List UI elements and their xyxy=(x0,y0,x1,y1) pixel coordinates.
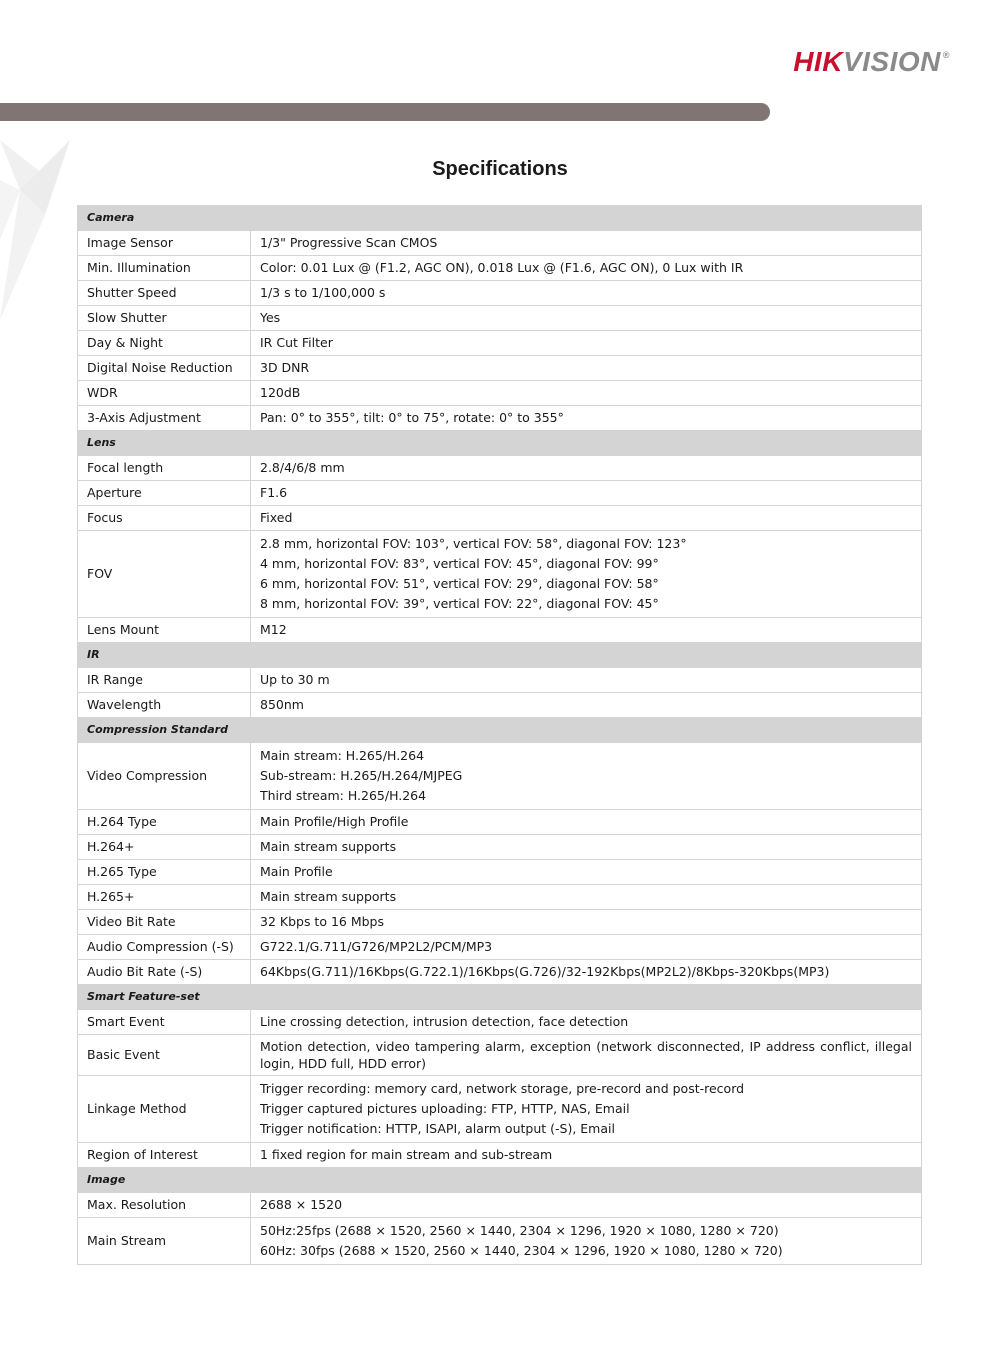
spec-value xyxy=(251,1193,922,1218)
spec-label: Lens Mount xyxy=(78,618,251,643)
spec-row xyxy=(78,256,922,281)
spec-row xyxy=(78,743,922,810)
spec-label: Audio Compression (-S) xyxy=(78,935,251,960)
spec-label: Shutter Speed xyxy=(78,281,251,306)
section-spacer xyxy=(251,1168,922,1193)
spec-value-line: 64Kbps(G.711)/16Kbps(G.722.1)/16Kbps(G.726)/32-192Kbps(MP2L2)/8Kbps-320Kbps(MP3) xyxy=(260,964,830,979)
spec-value-line: Motion detection, video tampering alarm, exception (network disconnected, IP address conflict, illegal login, HDD full, HDD error) xyxy=(260,1039,912,1071)
spec-value-line: Main Profile/High Profile xyxy=(260,814,409,829)
section-spacer xyxy=(251,985,922,1010)
spec-value-line: F1.6 xyxy=(260,485,288,500)
section-title: Image xyxy=(78,1168,251,1193)
spec-value-line: Third stream: H.265/H.264 xyxy=(260,788,427,803)
spec-label: Main Stream xyxy=(78,1218,251,1265)
spec-row xyxy=(78,810,922,835)
section-spacer xyxy=(251,431,922,456)
spec-value-line: IR Cut Filter xyxy=(260,335,333,350)
specifications-body xyxy=(78,206,922,1265)
spec-row xyxy=(78,356,922,381)
spec-label: Wavelength xyxy=(78,693,251,718)
spec-value xyxy=(251,306,922,331)
spec-value-line: Up to 30 m xyxy=(260,672,330,687)
hikvision-logo xyxy=(793,46,950,78)
spec-value-line: Trigger captured pictures uploading: FTP, HTTP, NAS, Email xyxy=(260,1101,630,1116)
section-title: Compression Standard xyxy=(78,718,251,743)
spec-row xyxy=(78,693,922,718)
spec-label: Min. Illumination xyxy=(78,256,251,281)
spec-value xyxy=(251,668,922,693)
spec-row xyxy=(78,1035,922,1076)
spec-label: Smart Event xyxy=(78,1010,251,1035)
spec-value xyxy=(251,1010,922,1035)
spec-label: 3-Axis Adjustment xyxy=(78,406,251,431)
spec-value xyxy=(251,256,922,281)
section-spacer xyxy=(251,718,922,743)
spec-label: WDR xyxy=(78,381,251,406)
spec-value xyxy=(251,1035,922,1076)
spec-value-line: G722.1/G.711/G726/MP2L2/PCM/MP3 xyxy=(260,939,493,954)
spec-value-line: 850nm xyxy=(260,697,304,712)
spec-value xyxy=(251,810,922,835)
spec-label: IR Range xyxy=(78,668,251,693)
spec-value xyxy=(251,835,922,860)
spec-value-line: Main Profile xyxy=(260,864,333,879)
spec-row xyxy=(78,506,922,531)
spec-label: Day & Night xyxy=(78,331,251,356)
spec-value xyxy=(251,1218,922,1265)
spec-value xyxy=(251,381,922,406)
spec-label: Digital Noise Reduction xyxy=(78,356,251,381)
logo-registered-mark: ® xyxy=(942,50,950,60)
spec-value-line: 60Hz: 30fps (2688 × 1520, 2560 × 1440, 2304 × 1296, 1920 × 1080, 1280 × 720) xyxy=(260,1243,783,1258)
spec-row xyxy=(78,668,922,693)
spec-value xyxy=(251,693,922,718)
spec-label: Max. Resolution xyxy=(78,1193,251,1218)
section-header xyxy=(78,1168,922,1193)
spec-value-line: Fixed xyxy=(260,510,293,525)
spec-value xyxy=(251,406,922,431)
spec-value-line: Main stream supports xyxy=(260,839,397,854)
spec-value xyxy=(251,231,922,256)
spec-value xyxy=(251,885,922,910)
spec-row xyxy=(78,960,922,985)
spec-label: Basic Event xyxy=(78,1035,251,1076)
spec-row xyxy=(78,456,922,481)
spec-value-line: 32 Kbps to 16 Mbps xyxy=(260,914,384,929)
spec-value xyxy=(251,743,922,810)
spec-value xyxy=(251,356,922,381)
spec-label: H.264+ xyxy=(78,835,251,860)
spec-value xyxy=(251,456,922,481)
spec-label: Audio Bit Rate (-S) xyxy=(78,960,251,985)
decorative-star-shape xyxy=(0,120,80,330)
section-header xyxy=(78,431,922,456)
spec-row xyxy=(78,531,922,618)
spec-row xyxy=(78,331,922,356)
spec-label: Aperture xyxy=(78,481,251,506)
section-spacer xyxy=(251,643,922,668)
section-header xyxy=(78,206,922,231)
spec-value xyxy=(251,1076,922,1143)
spec-value xyxy=(251,935,922,960)
spec-label: Focus xyxy=(78,506,251,531)
spec-value-line: Line crossing detection, intrusion detection, face detection xyxy=(260,1014,629,1029)
spec-value-line: 2.8 mm, horizontal FOV: 103°, vertical FOV: 58°, diagonal FOV: 123° xyxy=(260,536,687,551)
section-title: Lens xyxy=(78,431,251,456)
spec-value xyxy=(251,910,922,935)
header-bar xyxy=(0,103,770,121)
spec-row xyxy=(78,1193,922,1218)
spec-value xyxy=(251,331,922,356)
spec-label: Video Bit Rate xyxy=(78,910,251,935)
spec-value-line: Main stream: H.265/H.264 xyxy=(260,748,425,763)
spec-label: H.265 Type xyxy=(78,860,251,885)
spec-row xyxy=(78,1076,922,1143)
section-header xyxy=(78,718,922,743)
spec-label: Linkage Method xyxy=(78,1076,251,1143)
spec-value-line: Trigger notification: HTTP, ISAPI, alarm output (-S), Email xyxy=(260,1121,615,1136)
spec-value-line: 120dB xyxy=(260,385,301,400)
spec-row xyxy=(78,1010,922,1035)
section-header xyxy=(78,643,922,668)
spec-row xyxy=(78,306,922,331)
spec-value xyxy=(251,506,922,531)
spec-label: H.265+ xyxy=(78,885,251,910)
spec-label: Slow Shutter xyxy=(78,306,251,331)
section-title: Camera xyxy=(78,206,251,231)
spec-value-line: 2.8/4/6/8 mm xyxy=(260,460,345,475)
spec-row xyxy=(78,1143,922,1168)
spec-value xyxy=(251,1143,922,1168)
spec-value-line: 3D DNR xyxy=(260,360,310,375)
spec-row xyxy=(78,281,922,306)
section-header xyxy=(78,985,922,1010)
spec-label: Focal length xyxy=(78,456,251,481)
spec-value xyxy=(251,481,922,506)
spec-label: Region of Interest xyxy=(78,1143,251,1168)
spec-value xyxy=(251,860,922,885)
spec-row xyxy=(78,910,922,935)
spec-value-line: 1 fixed region for main stream and sub-stream xyxy=(260,1147,553,1162)
spec-label: FOV xyxy=(78,531,251,618)
spec-row xyxy=(78,935,922,960)
logo-hik: HIK xyxy=(793,46,843,77)
spec-value-line: 4 mm, horizontal FOV: 83°, vertical FOV: 45°, diagonal FOV: 99° xyxy=(260,556,659,571)
spec-value-line: 6 mm, horizontal FOV: 51°, vertical FOV: 29°, diagonal FOV: 58° xyxy=(260,576,659,591)
spec-row xyxy=(78,481,922,506)
spec-label: Image Sensor xyxy=(78,231,251,256)
specifications-table xyxy=(77,205,922,1265)
spec-value-line: 1/3 s to 1/100,000 s xyxy=(260,285,386,300)
spec-value-line: Yes xyxy=(260,310,281,325)
section-spacer xyxy=(251,206,922,231)
spec-value-line: 1/3" Progressive Scan CMOS xyxy=(260,235,438,250)
spec-row xyxy=(78,381,922,406)
spec-value-line: 8 mm, horizontal FOV: 39°, vertical FOV: 22°, diagonal FOV: 45° xyxy=(260,596,659,611)
spec-value-line: 2688 × 1520 xyxy=(260,1197,343,1212)
spec-row xyxy=(78,860,922,885)
spec-row xyxy=(78,231,922,256)
spec-row xyxy=(78,406,922,431)
spec-value-line: Sub-stream: H.265/H.264/MJPEG xyxy=(260,768,463,783)
spec-value-line: 50Hz:25fps (2688 × 1520, 2560 × 1440, 2304 × 1296, 1920 × 1080, 1280 × 720) xyxy=(260,1223,779,1238)
page-title: Specifications xyxy=(432,158,568,180)
spec-value-line: Pan: 0° to 355°, tilt: 0° to 75°, rotate: 0° to 355° xyxy=(260,410,564,425)
spec-value-line: Trigger recording: memory card, network storage, pre-record and post-record xyxy=(260,1081,745,1096)
section-title: IR xyxy=(78,643,251,668)
spec-row xyxy=(78,835,922,860)
spec-value xyxy=(251,531,922,618)
spec-value-line: Color: 0.01 Lux @ (F1.2, AGC ON), 0.018 Lux @ (F1.6, AGC ON), 0 Lux with IR xyxy=(260,260,744,275)
spec-value-line: Main stream supports xyxy=(260,889,397,904)
spec-value-line: M12 xyxy=(260,622,287,637)
spec-row xyxy=(78,885,922,910)
spec-value xyxy=(251,960,922,985)
spec-value xyxy=(251,281,922,306)
section-title: Smart Feature-set xyxy=(78,985,251,1010)
spec-row xyxy=(78,1218,922,1265)
spec-label: Video Compression xyxy=(78,743,251,810)
spec-label: H.264 Type xyxy=(78,810,251,835)
spec-row xyxy=(78,618,922,643)
logo-vision: VISION xyxy=(842,46,941,77)
spec-value xyxy=(251,618,922,643)
